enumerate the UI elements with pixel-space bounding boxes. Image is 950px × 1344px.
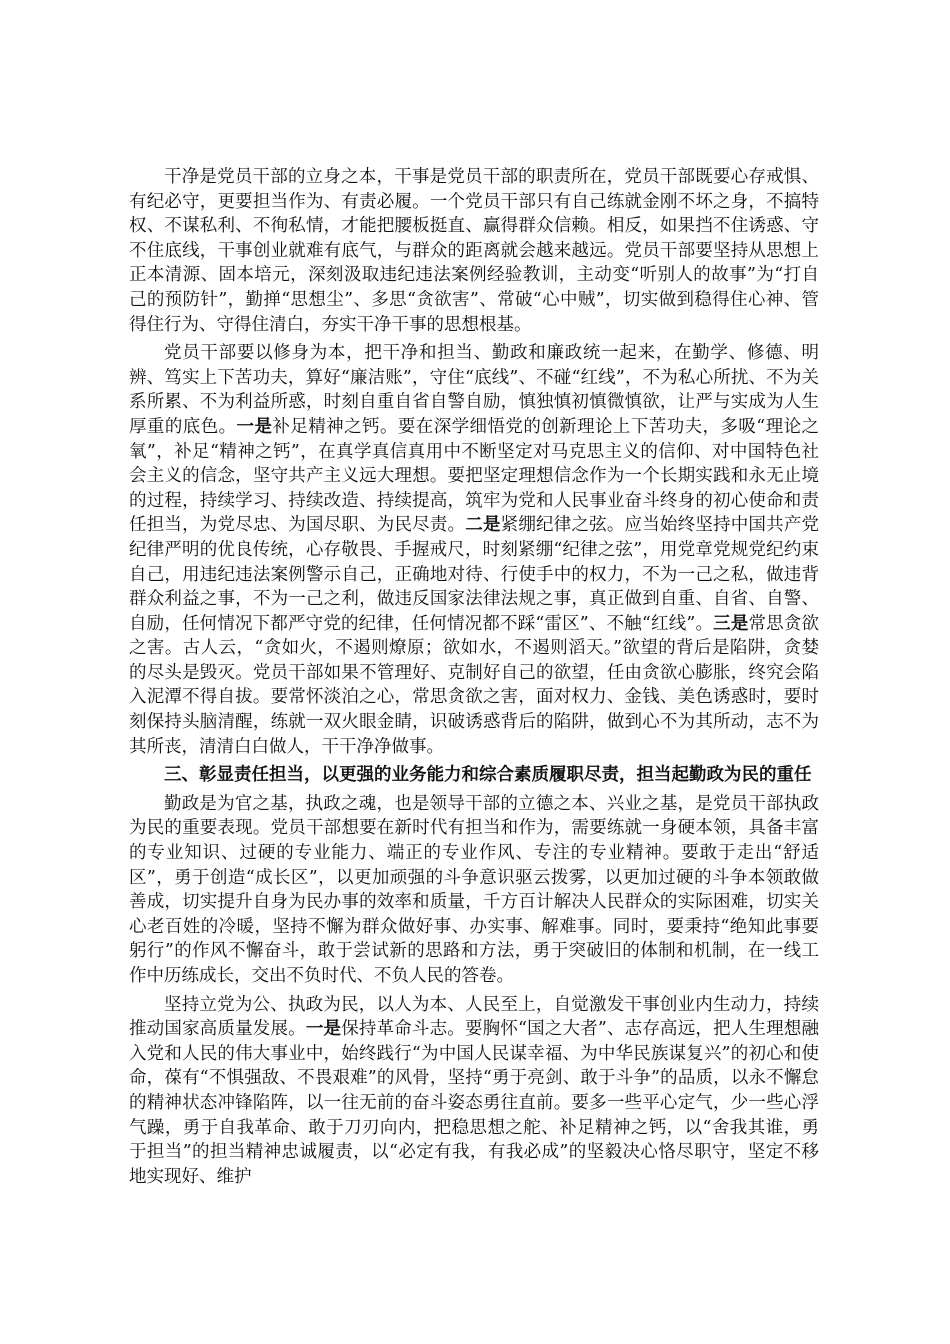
emphasis-marker: 三是 — [713, 613, 749, 634]
emphasis-marker: 二是 — [465, 515, 501, 536]
emphasis-marker: 一是 — [236, 416, 273, 437]
paragraph-people-first — [129, 993, 819, 1190]
emphasis-marker: 一是 — [305, 1019, 342, 1040]
paragraph-text: 保持革命斗志。要胸怀“国之大者”、志存高远，把人生理想融入党和人民的伟大事业中，始终践行“为中国人民谋幸福、为中华民族谋复兴”的初心和使命，葆有“不惧强敌、不畏艰难”的风骨，坚持“勇于亮剑、敢于斗争”的品质，以永不懈怠的精神状态冲锋陷阵，以一往无前的奋斗姿态勇往直前。要多一些平心定气，少一些心浮气躁，勇于自我革命、敢于刀刃向内，把稳思想之舵、补足精神之钙，以“舍我其谁，勇于担当”的担当精神忠诚履责，以“必定有我，有我必成”的坚毅决心恪尽职守，坚定不移地实现好、维护 — [129, 1019, 820, 1187]
paragraph-text: 常思贪欲之害。古人云，“贪如火，不遏则燎原；欲如水，不遏则滔天。”欲望的背后是陷阱，贪婪的尽头是毁灭。党员干部如果不管理好、克制好自己的欲望，任由贪欲心膨胀，终究会陷入泥潭不得自拔。要常怀淡泊之心，常思贪欲之害，面对权力、金钱、美色诱惑时，要时刻保持头脑清醒，练就一双火眼金睛，识破诱惑背后的陷阱，做到心不为其所动，志不为其所丧，清清白白做人，干干净净做事。 — [129, 613, 820, 757]
paragraph-text: 紧绷纪律之弦。应当始终坚持中国共产党纪律严明的优良传统，心存敬畏、手握戒尺，时刻紧绷“纪律之弦”，用党章党规党纪约束自己，用违纪违法案例警示自己，正确地对待、行使手中的权力，不为一己之私，做违背群众利益之事，不为一己之利，做违反国家法律法规之事，真正做到自重、自省、自警、自励，任何情况下都严守党的纪律，任何情况都不踩“雷区”、不触“红线”。 — [129, 515, 820, 634]
section-heading-three — [129, 763, 819, 788]
paragraph-diligent-governance — [129, 792, 819, 989]
paragraph-text: 党员干部要以修身为本，把干净和担当、勤政和廉政统一起来，在勤学、修德、明辨、笃实上下苦功夫，算好“廉洁账”，守住“底线”、不碰“红线”，不为私心所扰、不为关系所累、不为利益所惑，时刻自重自省自警自励，慎独慎初慎微慎欲，让严与实成为人生厚重的底色。 — [129, 343, 819, 437]
emphasis-marker: 三、彰显责任担当，以更强的业务能力和综合素质履职尽责，担当起勤政为民的重任 — [164, 765, 812, 786]
paragraph-text: 勤政是为官之基，执政之魂，也是领导干部的立德之本、兴业之基，是党员干部执政为民的重要表现。党员干部想要在新时代有担当和作为，需要练就一身硬本领，具备丰富的专业知识、过硬的专业能力、端正的专业作风、专注的专业精神。要敢于走出“舒适区”，勇于创造“成长区”，以更加顽强的斗争意识驱云拨雾，以更加过硬的斗争本领敢做善成，切实提升自身为民办事的效率和质量，千方百计解决人民群众的实际困难，切实关心老百姓的冷暖，坚持不懈为群众做好事、办实事、解难事。同时，要秉持“绝知此事要躬行”的作风不懈奋斗，敢于尝试新的思路和方法，勇于突破旧的体制和机制，在一线工作中历练成长，交出不负时代、不负人民的答卷。 — [129, 793, 819, 986]
paragraph-text: 补足精神之钙。要在深学细悟党的创新理论上下苦功夫，多吸“理论之氧”，补足“精神之钙”，在真学真信真用中不断坚定对马克思主义的信仰、对中国特色社会主义的信念，坚守共产主义远大理想。要把坚定理想信念作为一个长期实践和永无止境的过程，持续学习、持续改造、持续提高，筑牢为党和人民事业奋斗终身的初心使命和责任担当，为党尽忠、为国尽职、为民尽责。 — [129, 416, 820, 536]
paragraph-text: 坚持立党为公、执政为民，以人为本、人民至上，自觉激发干事创业内生动力，持续推动国家高质量发展。 — [129, 994, 819, 1040]
document-body — [129, 165, 819, 1189]
paragraph-self-cultivation — [129, 341, 819, 759]
paragraph-integrity-foundation — [129, 165, 819, 337]
paragraph-text: 干净是党员干部的立身之本，干事是党员干部的职责所在，党员干部既要心存戒惧、有纪必守，更要担当作为、有责必履。一个党员干部只有自己练就金刚不坏之身，不搞特权、不谋私利、不徇私情，才能把腰板挺直、赢得群众信赖。相反，如果挡不住诱惑、守不住底线，干事创业就难有底气，与群众的距离就会越来越远。党员干部要坚持从思想上正本清源、固本培元，深刻汲取违纪违法案例经验教训，主动变“听别人的故事”为“打自己的预防针”，勤掸“思想尘”、多思“贪欲害”、常破“心中贼”，切实做到稳得住心神、管得住行为、守得住清白，夯实干净干事的思想根基。 — [129, 167, 819, 335]
